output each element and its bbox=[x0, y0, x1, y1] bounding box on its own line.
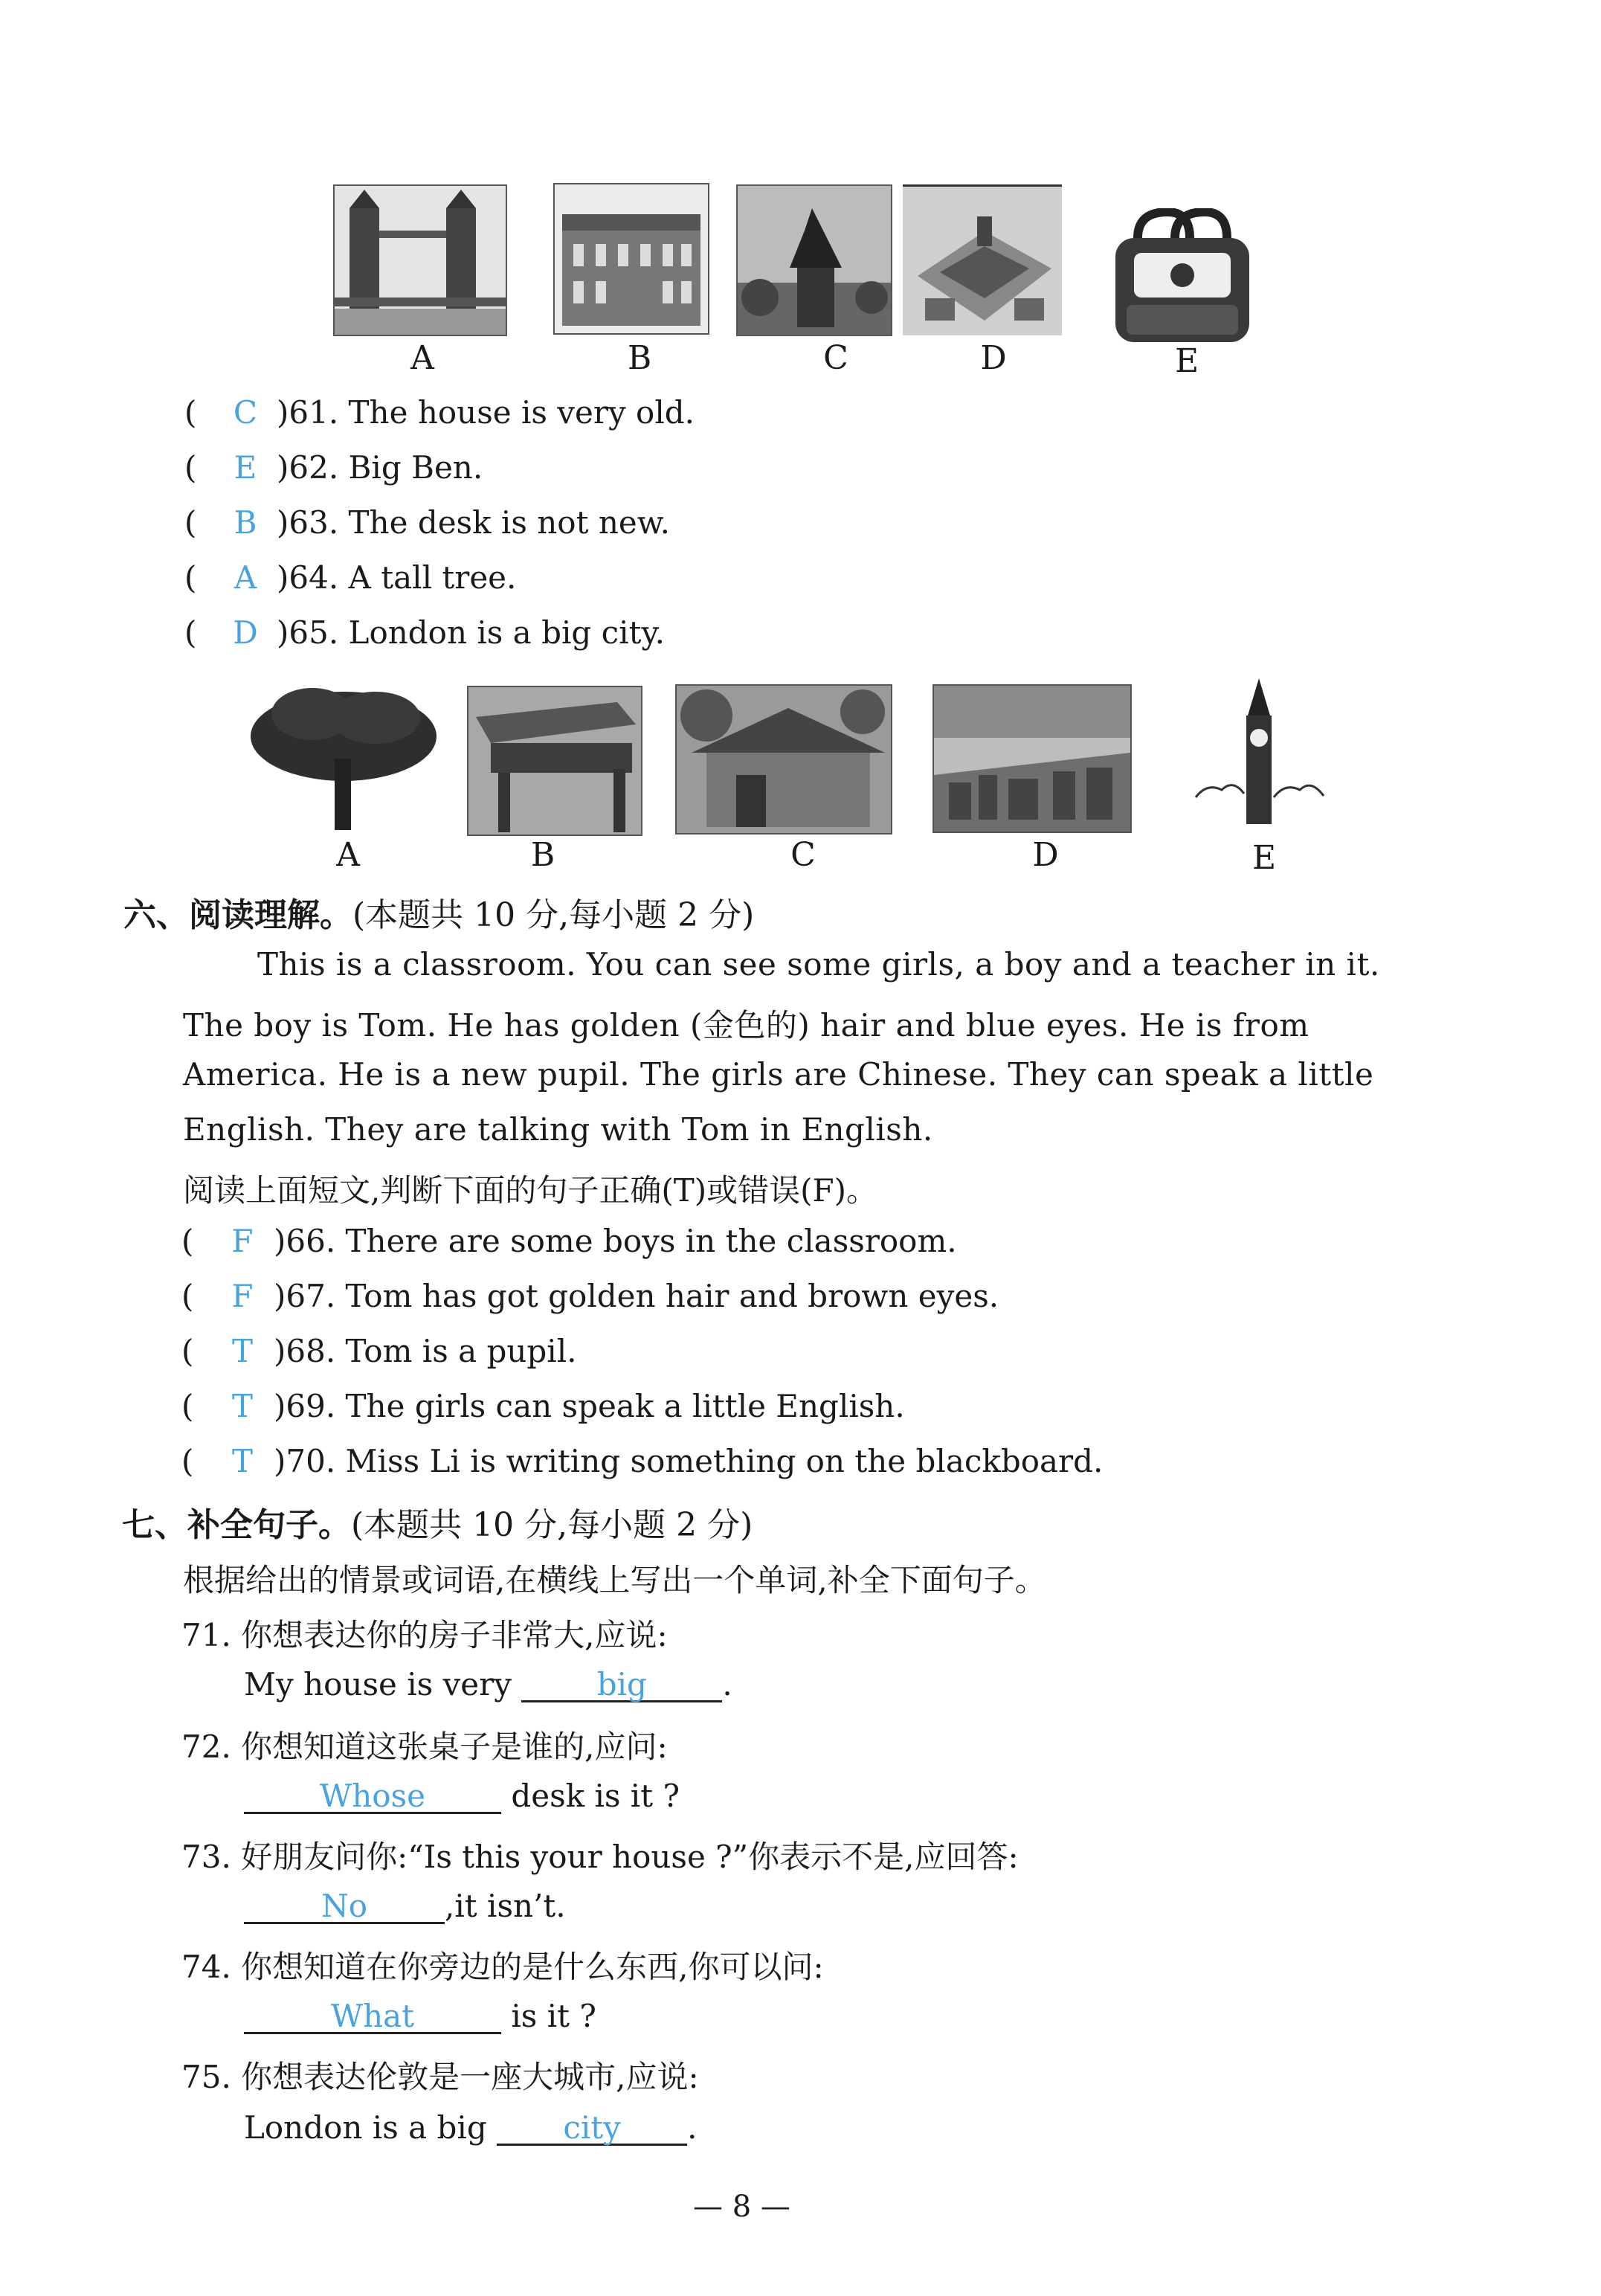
question-number: 64 bbox=[289, 559, 329, 596]
question-row: ( T )69. The girls can speak a little English. bbox=[181, 1388, 905, 1424]
question-row: ( T )68. Tom is a pupil. bbox=[181, 1333, 577, 1369]
bottom-image-label: B bbox=[530, 836, 555, 874]
section7-score: (本题共 10 分,每小题 2 分) bbox=[351, 1506, 753, 1544]
page-number: — 8 — bbox=[693, 2190, 790, 2224]
section7-heading bbox=[122, 1498, 753, 1546]
answer-blank: big bbox=[521, 1669, 722, 1702]
question-text: Miss Li is writing something on the blackboard. bbox=[345, 1443, 1104, 1479]
question-row: ( A )64. A tall tree. bbox=[184, 559, 517, 596]
tree-image bbox=[245, 684, 442, 830]
answer-text: E bbox=[233, 449, 257, 486]
fill-before-text: My house is very bbox=[244, 1666, 512, 1702]
fill-item-line bbox=[244, 1778, 680, 1814]
fill-after-text: desk is it ? bbox=[511, 1778, 680, 1814]
answer-text: A bbox=[233, 559, 257, 596]
city-aerial-image bbox=[903, 184, 1062, 335]
answer-text: F bbox=[231, 1278, 254, 1314]
fill-after-text: . bbox=[722, 1666, 732, 1702]
answer-text: C bbox=[233, 394, 258, 431]
fill-item-prompt: 75. 你想表达伦敦是一座大城市,应说: bbox=[181, 2059, 699, 2095]
city-view-image bbox=[932, 684, 1132, 833]
passage-line: The boy is Tom. He has golden (金色的) hair and blue eyes. He is from bbox=[183, 1007, 1310, 1044]
question-text: London is a big city. bbox=[348, 614, 665, 651]
answer-text: F bbox=[231, 1223, 254, 1259]
fill-after-text: ,it isn’t. bbox=[445, 1888, 566, 1924]
top-image-label: C bbox=[823, 339, 848, 377]
answer-blank: city bbox=[497, 2112, 687, 2146]
answer-blank: What bbox=[244, 2001, 501, 2034]
answer-blank: Whose bbox=[244, 1781, 501, 1814]
question-text: A tall tree. bbox=[348, 559, 517, 596]
question-row: ( E )62. Big Ben. bbox=[184, 449, 483, 486]
fill-item-line bbox=[244, 2109, 697, 2146]
question-row: ( C )61. The house is very old. bbox=[184, 394, 695, 431]
bottom-image-label: E bbox=[1252, 839, 1277, 877]
question-number: 68 bbox=[286, 1333, 326, 1369]
fill-item-prompt: 74. 你想知道在你旁边的是什么东西,你可以问: bbox=[181, 1949, 824, 1985]
top-image-label: A bbox=[410, 339, 434, 377]
old-desk-image bbox=[467, 686, 642, 836]
fill-item-prompt: 73. 好朋友问你:“Is this your house ?”你表示不是,应回答: bbox=[181, 1839, 1019, 1875]
question-row: ( T )70. Miss Li is writing something on the blackboard. bbox=[181, 1443, 1104, 1479]
passage-line: This is a classroom. You can see some girls, a boy and a teacher in it. bbox=[257, 946, 1380, 983]
statue-image bbox=[736, 184, 892, 336]
question-text: The girls can speak a little English. bbox=[345, 1388, 905, 1424]
passage-line: English. They are talking with Tom in English. bbox=[183, 1111, 933, 1148]
schoolbag-image bbox=[1093, 208, 1272, 350]
palace-building-image bbox=[553, 183, 709, 335]
old-house-image bbox=[675, 684, 892, 835]
bottom-image-label: C bbox=[790, 836, 816, 874]
fill-item-prompt: 72. 你想知道这张桌子是谁的,应问: bbox=[181, 1729, 668, 1765]
fill-item-prompt: 71. 你想表达你的房子非常大,应说: bbox=[181, 1617, 668, 1653]
answer-text: T bbox=[231, 1333, 253, 1369]
tower-bridge-image bbox=[333, 184, 507, 336]
fill-before-text: London is a big bbox=[244, 2109, 487, 2146]
question-number: 70 bbox=[286, 1443, 326, 1479]
fill-after-text: is it ? bbox=[511, 1998, 596, 2034]
question-row: ( F )67. Tom has got golden hair and brown eyes. bbox=[181, 1278, 999, 1314]
answer-text: T bbox=[231, 1443, 253, 1479]
question-text: The desk is not new. bbox=[348, 504, 671, 541]
fill-after-text: . bbox=[687, 2109, 698, 2146]
question-text: Big Ben. bbox=[348, 449, 483, 486]
question-row: ( B )63. The desk is not new. bbox=[184, 504, 671, 541]
question-text: Tom is a pupil. bbox=[345, 1333, 577, 1369]
section6-heading bbox=[123, 888, 754, 936]
answer-blank: No bbox=[244, 1891, 445, 1924]
question-text: Tom has got golden hair and brown eyes. bbox=[345, 1278, 999, 1314]
fill-item-line bbox=[244, 1888, 566, 1924]
top-image-label: E bbox=[1174, 342, 1199, 380]
question-number: 67 bbox=[286, 1278, 326, 1314]
bottom-image-label: A bbox=[336, 836, 360, 874]
top-image-label: B bbox=[627, 339, 652, 377]
section7-instruction: 根据给出的情景或词语,在横线上写出一个单词,补全下面句子。 bbox=[183, 1562, 1046, 1598]
question-number: 61 bbox=[289, 394, 329, 431]
bottom-image-label: D bbox=[1032, 836, 1059, 874]
section7-title: 七、补全句子。 bbox=[122, 1506, 351, 1544]
question-number: 65 bbox=[289, 614, 329, 651]
question-text: There are some boys in the classroom. bbox=[345, 1223, 957, 1259]
fill-item-line bbox=[244, 1998, 596, 2034]
top-image-label: D bbox=[980, 339, 1007, 377]
fill-item-line bbox=[244, 1666, 732, 1702]
answer-text: B bbox=[233, 504, 257, 541]
big-ben-image bbox=[1188, 678, 1330, 824]
section6-score: (本题共 10 分,每小题 2 分) bbox=[352, 896, 755, 934]
answer-text: D bbox=[233, 614, 258, 651]
question-row: ( F )66. There are some boys in the classroom. bbox=[181, 1223, 957, 1259]
question-number: 62 bbox=[289, 449, 329, 486]
answer-text: T bbox=[231, 1388, 253, 1424]
question-number: 63 bbox=[289, 504, 329, 541]
section6-title: 六、阅读理解。 bbox=[123, 896, 352, 934]
passage-line: America. He is a new pupil. The girls are Chinese. They can speak a little bbox=[183, 1056, 1374, 1093]
question-number: 69 bbox=[286, 1388, 326, 1424]
question-text: The house is very old. bbox=[348, 394, 695, 431]
section6-instruction: 阅读上面短文,判断下面的句子正确(T)或错误(F)。 bbox=[183, 1172, 878, 1209]
question-number: 66 bbox=[286, 1223, 326, 1259]
question-row: ( D )65. London is a big city. bbox=[184, 614, 665, 651]
